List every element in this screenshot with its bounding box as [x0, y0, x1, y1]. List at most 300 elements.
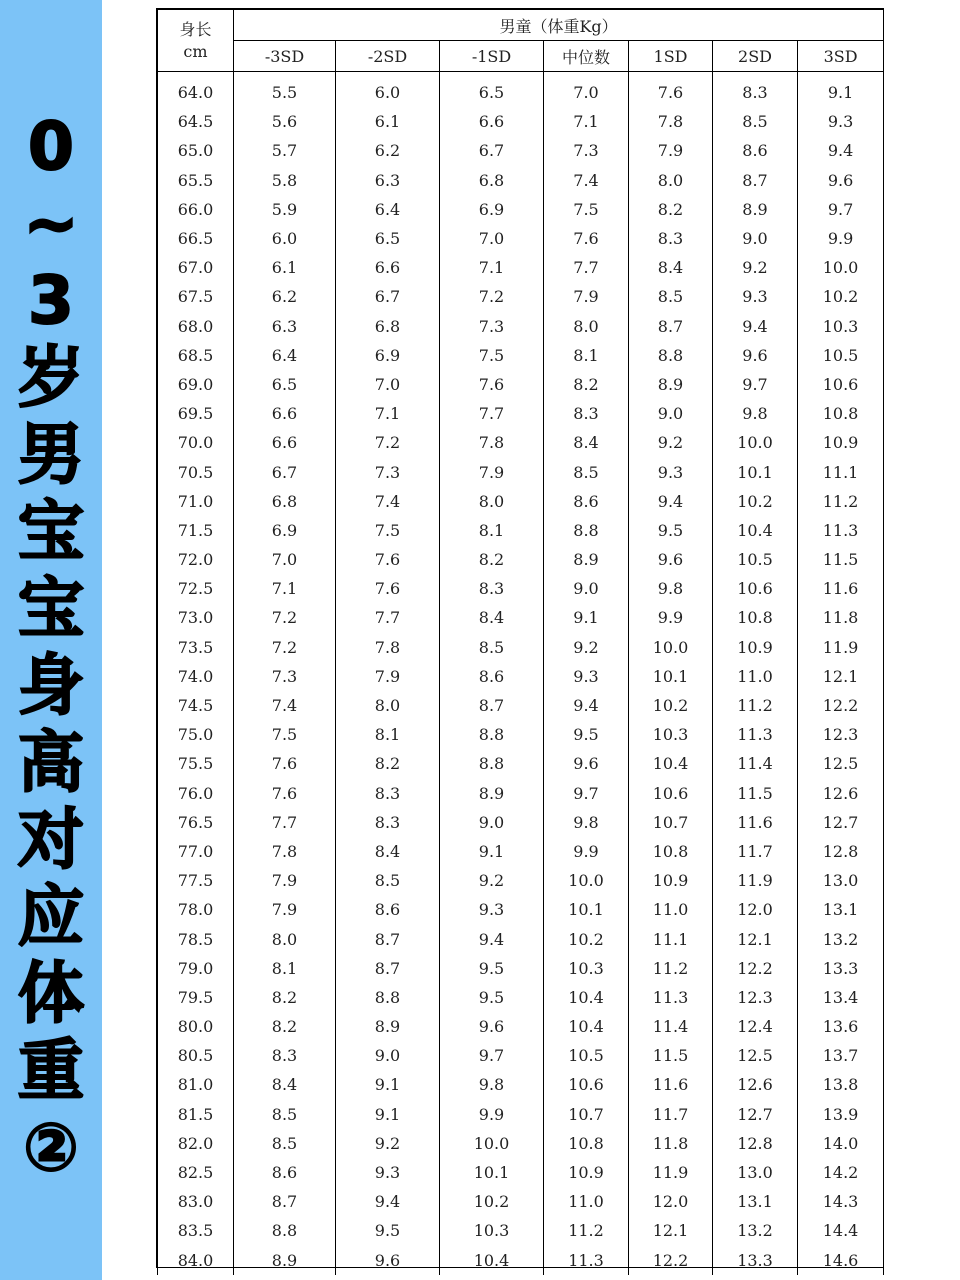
weight-cell: 11.2 — [798, 487, 884, 516]
weight-cell: 8.5 — [544, 457, 629, 486]
table-row — [158, 72, 884, 108]
weight-cell: 12.1 — [629, 1216, 713, 1245]
weight-cell: 7.9 — [336, 662, 440, 691]
weight-cell: 8.3 — [629, 224, 713, 253]
table-row — [158, 253, 884, 282]
weight-cell: 6.4 — [336, 195, 440, 224]
weight-cell: 7.8 — [629, 107, 713, 136]
weight-cell: 11.4 — [629, 1012, 713, 1041]
weight-cell: 9.5 — [440, 954, 544, 983]
table-row — [158, 1158, 884, 1187]
weight-cell: 13.2 — [713, 1216, 798, 1245]
height-cell: 81.0 — [158, 1070, 234, 1099]
weight-cell: 6.8 — [440, 166, 544, 195]
height-cell: 64.5 — [158, 107, 234, 136]
weight-cell: 9.5 — [544, 720, 629, 749]
weight-cell: 7.9 — [234, 895, 336, 924]
weight-cell: 9.0 — [713, 224, 798, 253]
weight-cell: 11.1 — [798, 457, 884, 486]
weight-cell: 7.0 — [336, 370, 440, 399]
weight-cell: 11.8 — [629, 1129, 713, 1158]
height-cell: 83.5 — [158, 1216, 234, 1245]
height-cell: 77.0 — [158, 837, 234, 866]
weight-cell: 9.4 — [336, 1187, 440, 1216]
weight-cell: 7.6 — [544, 224, 629, 253]
weight-cell: 9.2 — [713, 253, 798, 282]
weight-cell: 7.9 — [440, 457, 544, 486]
title-char: 男 — [18, 416, 84, 493]
table-row — [158, 1246, 884, 1275]
weight-cell: 12.2 — [713, 954, 798, 983]
title-sidebar — [0, 0, 102, 1280]
weight-cell: 7.2 — [234, 603, 336, 632]
weight-cell: 7.1 — [234, 574, 336, 603]
weight-cell: 8.7 — [629, 312, 713, 341]
weight-cell: 8.2 — [336, 749, 440, 778]
weight-cell: 7.1 — [440, 253, 544, 282]
weight-cell: 10.6 — [544, 1070, 629, 1099]
weight-cell: 9.0 — [440, 808, 544, 837]
weight-cell: 11.6 — [713, 808, 798, 837]
weight-cell: 8.6 — [713, 136, 798, 165]
weight-cell: 10.1 — [629, 662, 713, 691]
height-cell: 73.5 — [158, 633, 234, 662]
weight-cell: 8.4 — [234, 1070, 336, 1099]
weight-cell: 13.9 — [798, 1100, 884, 1129]
table-row — [158, 370, 884, 399]
height-cell: 71.5 — [158, 516, 234, 545]
weight-cell: 8.5 — [629, 282, 713, 311]
weight-cell: 13.6 — [798, 1012, 884, 1041]
weight-cell: 7.9 — [629, 136, 713, 165]
weight-cell: 14.3 — [798, 1187, 884, 1216]
height-cell: 70.5 — [158, 457, 234, 486]
weight-cell: 13.3 — [798, 954, 884, 983]
weight-cell: 7.5 — [234, 720, 336, 749]
title-char: 0 — [28, 108, 74, 185]
weight-cell: 7.3 — [440, 312, 544, 341]
title-char: 高 — [18, 724, 84, 801]
weight-cell: 10.4 — [544, 1012, 629, 1041]
weight-cell: 9.7 — [544, 779, 629, 808]
table-row — [158, 983, 884, 1012]
weight-cell: 5.7 — [234, 136, 336, 165]
weight-cell: 11.3 — [798, 516, 884, 545]
weight-cell: 8.7 — [440, 691, 544, 720]
weight-cell: 8.0 — [336, 691, 440, 720]
weight-cell: 8.9 — [336, 1012, 440, 1041]
weight-cell: 7.3 — [234, 662, 336, 691]
weight-cell: 10.3 — [544, 954, 629, 983]
weight-cell: 11.2 — [544, 1216, 629, 1245]
weight-cell: 10.1 — [544, 895, 629, 924]
height-cell: 82.0 — [158, 1129, 234, 1158]
weight-cell: 8.9 — [713, 195, 798, 224]
height-cell: 81.5 — [158, 1100, 234, 1129]
weight-cell: 9.7 — [713, 370, 798, 399]
weight-cell: 9.8 — [544, 808, 629, 837]
weight-cell: 11.2 — [629, 954, 713, 983]
weight-cell: 8.5 — [713, 107, 798, 136]
weight-cell: 10.4 — [713, 516, 798, 545]
weight-cell: 12.2 — [798, 691, 884, 720]
weight-cell: 6.1 — [336, 107, 440, 136]
weight-cell: 7.6 — [629, 72, 713, 108]
weight-cell: 7.5 — [544, 195, 629, 224]
weight-cell: 8.4 — [336, 837, 440, 866]
weight-cell: 10.3 — [798, 312, 884, 341]
weight-cell: 12.3 — [798, 720, 884, 749]
height-cell: 66.5 — [158, 224, 234, 253]
weight-cell: 7.4 — [336, 487, 440, 516]
weight-cell: 13.1 — [798, 895, 884, 924]
table-row — [158, 195, 884, 224]
weight-cell: 11.6 — [629, 1070, 713, 1099]
weight-cell: 6.5 — [440, 72, 544, 108]
weight-cell: 13.0 — [798, 866, 884, 895]
weight-cell: 9.8 — [440, 1070, 544, 1099]
weight-cell: 11.8 — [798, 603, 884, 632]
weight-cell: 10.2 — [629, 691, 713, 720]
weight-cell: 10.3 — [440, 1216, 544, 1245]
weight-cell: 12.0 — [713, 895, 798, 924]
weight-cell: 10.7 — [544, 1100, 629, 1129]
table-row — [158, 312, 884, 341]
table-row — [158, 633, 884, 662]
column-header: -3SD — [234, 41, 336, 72]
weight-cell: 9.2 — [440, 866, 544, 895]
height-cell: 64.0 — [158, 72, 234, 108]
weight-cell: 10.7 — [629, 808, 713, 837]
weight-cell: 9.4 — [713, 312, 798, 341]
title-char: 3 — [28, 262, 74, 339]
weight-cell: 7.2 — [234, 633, 336, 662]
weight-cell: 10.4 — [440, 1246, 544, 1275]
weight-cell: 8.6 — [440, 662, 544, 691]
weight-cell: 10.3 — [629, 720, 713, 749]
weight-cell: 7.4 — [234, 691, 336, 720]
weight-cell: 9.3 — [440, 895, 544, 924]
height-cell: 67.5 — [158, 282, 234, 311]
weight-cell: 13.4 — [798, 983, 884, 1012]
weight-cell: 8.3 — [336, 779, 440, 808]
weight-cell: 9.4 — [544, 691, 629, 720]
weight-cell: 7.6 — [440, 370, 544, 399]
weight-cell: 6.3 — [336, 166, 440, 195]
weight-cell: 11.4 — [713, 749, 798, 778]
weight-cell: 6.0 — [336, 72, 440, 108]
weight-cell: 8.5 — [234, 1129, 336, 1158]
weight-cell: 9.1 — [336, 1100, 440, 1129]
table-row — [158, 457, 884, 486]
weight-cell: 7.8 — [440, 428, 544, 457]
height-cell: 70.0 — [158, 428, 234, 457]
weight-cell: 10.2 — [440, 1187, 544, 1216]
weight-cell: 13.2 — [798, 924, 884, 953]
table-row — [158, 545, 884, 574]
table-row — [158, 136, 884, 165]
weight-cell: 11.0 — [713, 662, 798, 691]
weight-cell: 10.2 — [713, 487, 798, 516]
weight-cell: 10.8 — [798, 399, 884, 428]
table-row — [158, 1041, 884, 1070]
weight-cell: 14.6 — [798, 1246, 884, 1275]
weight-cell: 9.6 — [713, 341, 798, 370]
table-row — [158, 691, 884, 720]
weight-cell: 6.8 — [336, 312, 440, 341]
weight-cell: 10.1 — [713, 457, 798, 486]
weight-cell: 9.2 — [544, 633, 629, 662]
weight-cell: 9.8 — [713, 399, 798, 428]
table-row — [158, 895, 884, 924]
weight-cell: 7.3 — [336, 457, 440, 486]
table-row — [158, 487, 884, 516]
weight-cell: 7.6 — [336, 545, 440, 574]
height-cell: 84.0 — [158, 1246, 234, 1275]
weight-cell: 7.1 — [336, 399, 440, 428]
table-row — [158, 107, 884, 136]
weight-cell: 10.6 — [629, 779, 713, 808]
height-column-header — [158, 10, 234, 72]
table-row — [158, 1100, 884, 1129]
weight-cell: 6.5 — [234, 370, 336, 399]
weight-cell: 8.6 — [336, 895, 440, 924]
table-row — [158, 808, 884, 837]
height-cell: 69.5 — [158, 399, 234, 428]
weight-cell: 9.3 — [798, 107, 884, 136]
height-cell: 83.0 — [158, 1187, 234, 1216]
weight-cell: 7.1 — [544, 107, 629, 136]
weight-cell: 9.6 — [798, 166, 884, 195]
page-title — [0, 108, 102, 1186]
weight-cell: 6.8 — [234, 487, 336, 516]
weight-cell: 8.8 — [440, 749, 544, 778]
weight-cell: 9.0 — [544, 574, 629, 603]
height-cell: 69.0 — [158, 370, 234, 399]
weight-cell: 6.9 — [440, 195, 544, 224]
weight-cell: 12.0 — [629, 1187, 713, 1216]
weight-cell: 9.9 — [798, 224, 884, 253]
weight-cell: 10.0 — [440, 1129, 544, 1158]
weight-cell: 13.8 — [798, 1070, 884, 1099]
weight-cell: 11.9 — [713, 866, 798, 895]
height-cell: 74.5 — [158, 691, 234, 720]
height-cell: 72.0 — [158, 545, 234, 574]
column-header: 3SD — [798, 41, 884, 72]
weight-cell: 10.6 — [713, 574, 798, 603]
weight-cell: 8.7 — [713, 166, 798, 195]
weight-cell: 6.6 — [440, 107, 544, 136]
weight-cell: 10.4 — [629, 749, 713, 778]
weight-cell: 13.7 — [798, 1041, 884, 1070]
height-cell: 75.0 — [158, 720, 234, 749]
column-header: 1SD — [629, 41, 713, 72]
weight-cell: 8.8 — [629, 341, 713, 370]
title-char: 体 — [18, 955, 84, 1032]
weight-cell: 13.1 — [713, 1187, 798, 1216]
weight-cell: 9.9 — [440, 1100, 544, 1129]
weight-cell: 6.7 — [234, 457, 336, 486]
table-row — [158, 779, 884, 808]
weight-cell: 8.5 — [440, 633, 544, 662]
title-char: 宝 — [18, 493, 84, 570]
weight-cell: 8.0 — [629, 166, 713, 195]
table-row — [158, 837, 884, 866]
weight-cell: 8.9 — [234, 1246, 336, 1275]
height-cell: 74.0 — [158, 662, 234, 691]
weight-cell: 7.3 — [544, 136, 629, 165]
weight-cell: 6.4 — [234, 341, 336, 370]
table-row — [158, 428, 884, 457]
weight-cell: 9.1 — [336, 1070, 440, 1099]
title-char: 重 — [18, 1032, 84, 1109]
weight-cell: 12.6 — [713, 1070, 798, 1099]
weight-cell: 5.9 — [234, 195, 336, 224]
weight-cell: 9.0 — [336, 1041, 440, 1070]
weight-cell: 8.2 — [440, 545, 544, 574]
height-cell: 77.5 — [158, 866, 234, 895]
weight-table-container — [156, 8, 884, 1268]
weight-cell: 6.5 — [336, 224, 440, 253]
weight-cell: 10.0 — [544, 866, 629, 895]
weight-cell: 10.0 — [713, 428, 798, 457]
weight-cell: 10.6 — [798, 370, 884, 399]
weight-cell: 6.7 — [336, 282, 440, 311]
weight-cell: 8.3 — [544, 399, 629, 428]
weight-cell: 8.4 — [629, 253, 713, 282]
weight-cell: 8.4 — [544, 428, 629, 457]
weight-cell: 12.7 — [713, 1100, 798, 1129]
weight-cell: 8.3 — [336, 808, 440, 837]
weight-cell: 11.1 — [629, 924, 713, 953]
weight-cell: 10.0 — [798, 253, 884, 282]
height-cell: 78.0 — [158, 895, 234, 924]
weight-cell: 14.2 — [798, 1158, 884, 1187]
weight-cell: 6.0 — [234, 224, 336, 253]
weight-cell: 9.4 — [798, 136, 884, 165]
column-header: 中位数 — [544, 41, 629, 72]
table-row — [158, 720, 884, 749]
weight-cell: 10.9 — [713, 633, 798, 662]
height-cell: 78.5 — [158, 924, 234, 953]
weight-cell: 9.6 — [544, 749, 629, 778]
weight-cell: 9.6 — [440, 1012, 544, 1041]
table-row — [158, 516, 884, 545]
weight-cell: 6.6 — [234, 399, 336, 428]
weight-cell: 7.0 — [544, 72, 629, 108]
weight-cell: 10.5 — [544, 1041, 629, 1070]
weight-cell: 9.9 — [544, 837, 629, 866]
table-row — [158, 1216, 884, 1245]
weight-cell: 11.3 — [544, 1246, 629, 1275]
weight-cell: 10.9 — [544, 1158, 629, 1187]
title-char: ~ — [23, 185, 79, 262]
weight-cell: 11.0 — [629, 895, 713, 924]
weight-cell: 14.0 — [798, 1129, 884, 1158]
table-row — [158, 224, 884, 253]
weight-cell: 9.2 — [336, 1129, 440, 1158]
table-row — [158, 166, 884, 195]
weight-cell: 9.7 — [440, 1041, 544, 1070]
table-row — [158, 1070, 884, 1099]
weight-cell: 7.5 — [440, 341, 544, 370]
weight-cell: 11.3 — [713, 720, 798, 749]
weight-cell: 12.1 — [713, 924, 798, 953]
weight-cell: 12.2 — [629, 1246, 713, 1275]
weight-cell: 11.5 — [713, 779, 798, 808]
height-cell: 66.0 — [158, 195, 234, 224]
weight-cell: 10.8 — [713, 603, 798, 632]
weight-cell: 6.2 — [336, 136, 440, 165]
weight-cell: 8.0 — [544, 312, 629, 341]
weight-cell: 11.7 — [713, 837, 798, 866]
table-row — [158, 866, 884, 895]
weight-cell: 9.3 — [629, 457, 713, 486]
height-cell: 71.0 — [158, 487, 234, 516]
height-cell: 75.5 — [158, 749, 234, 778]
weight-cell: 10.8 — [629, 837, 713, 866]
weight-cell: 9.3 — [544, 662, 629, 691]
weight-cell: 8.8 — [544, 516, 629, 545]
weight-cell: 14.4 — [798, 1216, 884, 1245]
weight-cell: 8.1 — [544, 341, 629, 370]
height-label: 身长 — [179, 19, 212, 39]
height-cell: 73.0 — [158, 603, 234, 632]
weight-cell: 12.7 — [798, 808, 884, 837]
weight-cell: 8.7 — [336, 924, 440, 953]
weight-cell: 6.9 — [234, 516, 336, 545]
weight-cell: 12.5 — [713, 1041, 798, 1070]
weight-cell: 7.7 — [544, 253, 629, 282]
weight-cell: 9.5 — [629, 516, 713, 545]
weight-cell: 7.0 — [440, 224, 544, 253]
weight-cell: 11.9 — [629, 1158, 713, 1187]
weight-cell: 8.7 — [234, 1187, 336, 1216]
weight-cell: 12.6 — [798, 779, 884, 808]
weight-cell: 5.6 — [234, 107, 336, 136]
weight-cell: 5.8 — [234, 166, 336, 195]
weight-cell: 8.1 — [336, 720, 440, 749]
weight-cell: 12.8 — [798, 837, 884, 866]
weight-cell: 9.4 — [440, 924, 544, 953]
height-cell: 65.5 — [158, 166, 234, 195]
column-header: 2SD — [713, 41, 798, 72]
weight-cell: 8.0 — [234, 924, 336, 953]
table-row — [158, 399, 884, 428]
weight-cell: 9.2 — [629, 428, 713, 457]
weight-cell: 10.2 — [798, 282, 884, 311]
weight-cell: 10.9 — [629, 866, 713, 895]
weight-cell: 8.2 — [234, 1012, 336, 1041]
table-row — [158, 749, 884, 778]
weight-cell: 8.7 — [336, 954, 440, 983]
table-row — [158, 1187, 884, 1216]
height-cell: 68.0 — [158, 312, 234, 341]
weight-cell: 9.6 — [629, 545, 713, 574]
weight-cell: 7.7 — [440, 399, 544, 428]
title-char: 应 — [18, 878, 84, 955]
weight-cell: 9.9 — [629, 603, 713, 632]
weight-cell: 7.9 — [544, 282, 629, 311]
weight-cell: 13.3 — [713, 1246, 798, 1275]
weight-cell: 7.7 — [336, 603, 440, 632]
table-row — [158, 954, 884, 983]
weight-cell: 8.1 — [440, 516, 544, 545]
height-cell: 67.0 — [158, 253, 234, 282]
height-cell: 80.5 — [158, 1041, 234, 1070]
title-char: 身 — [18, 647, 84, 724]
weight-cell: 8.0 — [440, 487, 544, 516]
